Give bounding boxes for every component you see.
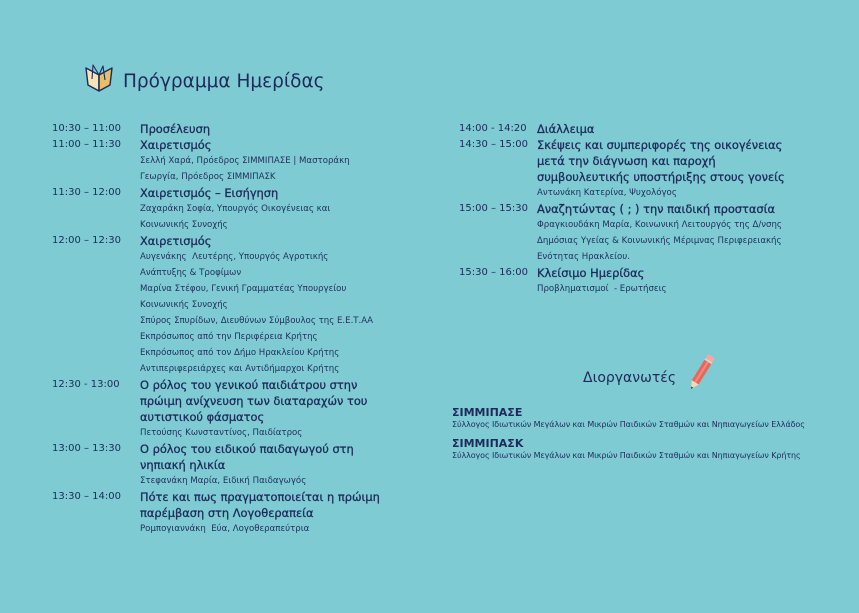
session-title: Χαιρετισμός – Εισήγηση [140,186,279,200]
page-title: Πρόγραμμα Ημερίδας [123,71,325,92]
session-detail: Προβληματισμοί - Ερωτήσεις [537,284,667,294]
session-detail: Φραγκιουδάκη Μαρία, Κοινωνική Λειτουργός της Δ/νσης [537,220,782,230]
session-time: 11:30 – 12:00 [52,187,121,198]
session-title: μετά την διάγνωση και παροχή [537,154,716,168]
session-title: Κλείσιμο Ημερίδας [537,266,645,280]
program-column-right [459,121,854,297]
session-detail: Ενότητας Ηρακλείου. [537,252,630,262]
session-title: συμβουλευτικής υποστήριξης στους γονείς [537,170,785,184]
session-detail: Πετούσης Κωνσταντίνος, Παιδίατρος [140,428,303,438]
session-item [52,121,452,137]
session-time: 15:30 – 16:00 [459,267,528,278]
session-title: αυτιστικού φάσματος [140,410,265,424]
session-title: Ο ρόλος του ειδικού παιδαγωγού στη [140,442,354,456]
session-detail: Αντωνάκη Κατερίνα, Ψυχολόγος [537,188,677,198]
session-time: 11:00 – 11:30 [52,139,121,150]
session-title: Σκέψεις και συμπεριφορές της οικογένειας [537,138,783,152]
program-column-left [52,121,452,537]
session-title: νηπιακή ηλικία [140,458,226,472]
session-time: 13:30 – 14:00 [52,491,121,502]
session-item [459,265,854,297]
session-item [52,137,452,185]
session-body [140,441,452,489]
session-body [537,137,854,201]
session-body [140,489,452,537]
session-body [537,201,854,265]
session-detail: Γεωργία, Πρόεδρος ΣΙΜΜΙΠΑΣΚ [140,172,276,182]
organizers-list [452,406,852,468]
organizers-heading: Διοργανωτές [583,370,677,386]
organizer-item [452,437,852,461]
session-detail: Στεφανάκη Μαρία, Ειδική Παιδαγωγός [140,476,307,486]
session-item [459,137,854,201]
session-detail: Σπύρος Σπυρίδων, Διευθύνων Σύμβουλος της Ε.Ε.Τ.ΑΑ [140,316,374,326]
session-time: 10:30 – 11:00 [52,123,121,134]
session-body [537,121,854,137]
session-item [52,377,452,441]
session-detail: Αντιπεριφερειάρχες και Αντιδήμαρχοι Κρήτης [140,364,340,374]
session-title: πρώιμη ανίχνευση των διαταραχών του [140,394,368,408]
organizer-name: ΣΙΜΜΙΠΑΣΚ [452,437,524,450]
session-detail: Ρομπογιαννάκη Εύα, Λογοθεραπεύτρια [140,524,310,534]
session-body [537,265,854,297]
session-title: Προσέλευση [140,122,211,136]
session-detail: Αυγενάκης Λευτέρης, Υπουργός Αγροτικής [140,252,329,262]
pencil-icon [686,351,716,395]
session-item [52,489,452,537]
session-item [459,201,854,265]
session-detail: Εκπρόσωπος από την Περιφέρεια Κρήτης [140,332,318,342]
session-body [140,233,452,377]
session-title: Ο ρόλος του γενικού παιδιάτρου στην [140,378,358,392]
session-time: 12:30 - 13:00 [52,379,120,390]
session-detail: Ανάπτυξης & Τροφίμων [140,268,242,278]
session-detail: Σελλή Χαρά, Πρόεδρος ΣΙΜΜΙΠΑΣΕ | Μαστοράκη [140,156,350,166]
session-body [140,137,452,185]
session-title: Χαιρετισμός [140,234,212,248]
session-detail: Κοινωνικής Συνοχής [140,300,228,310]
organizer-name: ΣΙΜΜΙΠΑΣΕ [452,406,523,419]
session-body [140,377,452,441]
session-detail: Εκπρόσωπος από τον Δήμο Ηρακλείου Κρήτης [140,348,340,358]
session-time: 15:00 – 15:30 [459,203,528,214]
session-detail: Μαρίνα Στέφου, Γενική Γραμματέας Υπουργείου [140,284,347,294]
session-detail: Κοινωνικής Συνοχής [140,220,228,230]
session-time: 12:00 – 12:30 [52,235,121,246]
session-title: Πότε και πως πραγματοποιείται η πρώιμη [140,490,380,504]
session-title: Αναζητώντας ( ; ) την παιδική προστασία [537,202,775,216]
session-item [52,233,452,377]
session-title: Διάλλειμα [537,122,595,136]
session-item [52,185,452,233]
session-title: παρέμβαση στη Λογοθεραπεία [140,506,314,520]
session-time: 13:00 – 13:30 [52,443,121,454]
session-body [140,121,452,137]
session-time: 14:30 – 15:00 [459,139,528,150]
session-item [459,121,854,137]
session-detail: Ζαχαράκη Σοφία, Υπουργός Οικογένειας και [140,204,331,214]
session-time: 14:00 - 14:20 [459,123,527,134]
open-book-icon [83,62,115,94]
session-body [140,185,452,233]
organizer-description: Σύλλογος Ιδιωτικών Μεγάλων και Μικρών Παιδικών Σταθμών και Νηπιαγωγείων Ελλάδος [452,420,805,429]
session-title: Χαιρετισμός [140,138,212,152]
session-item [52,441,452,489]
session-detail: Δημόσιας Υγείας & Κοινωνικής Μέριμνας Περιφερειακής [537,236,782,246]
organizer-item [452,406,852,430]
organizer-description: Σύλλογος Ιδιωτικών Μεγάλων και Μικρών Παιδικών Σταθμών και Νηπιαγωγείων Κρήτης [452,451,801,460]
